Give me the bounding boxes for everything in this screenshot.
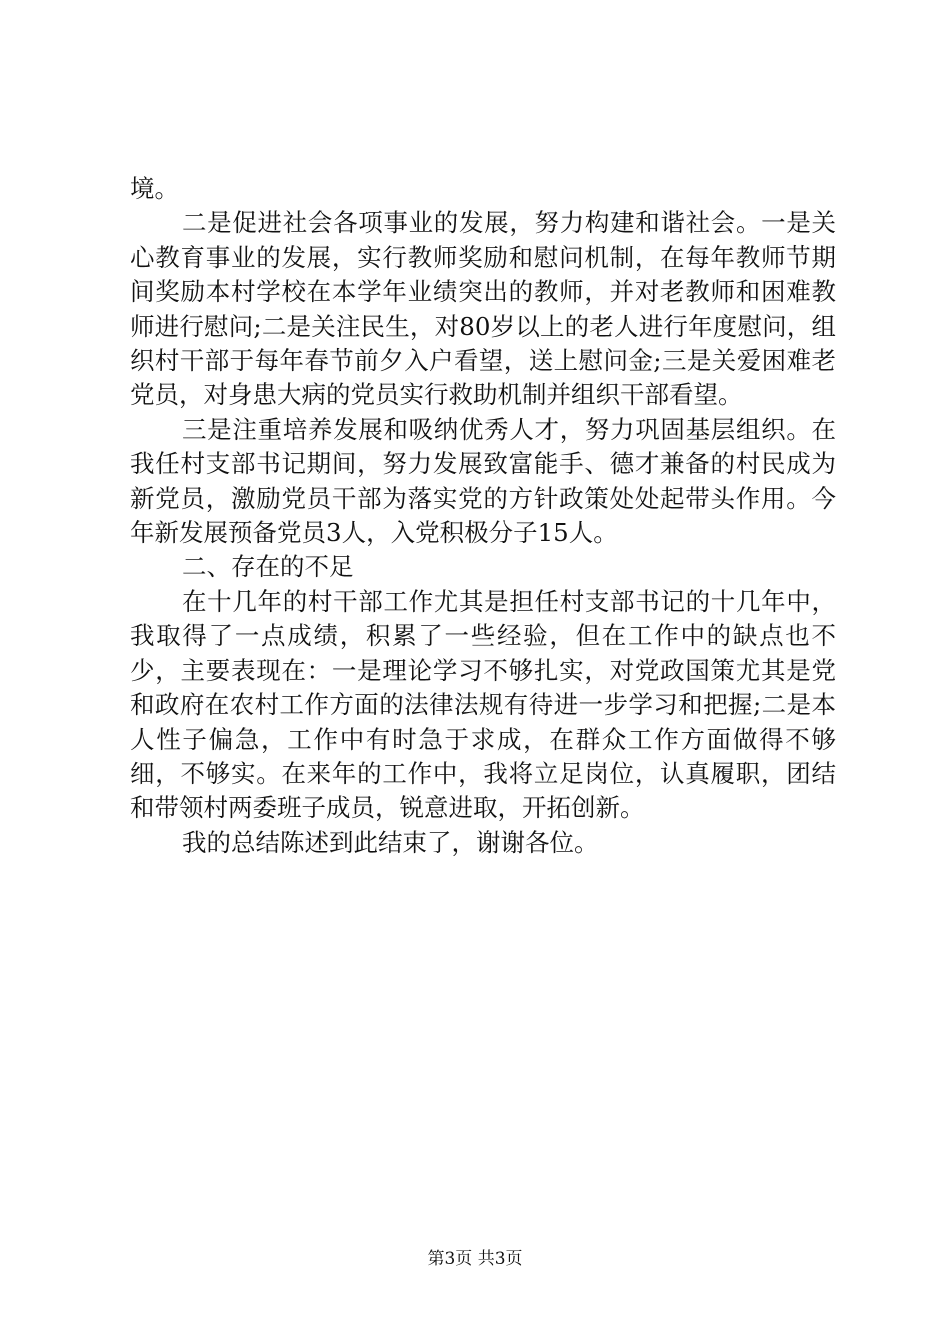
document-body — [130, 172, 836, 860]
paragraph-closing: 我的总结陈述到此结束了，谢谢各位。 — [182, 827, 599, 857]
paragraph-talent-cultivation: 三是注重培养发展和吸纳优秀人才，努力巩固基层组织。在我任村支部书记期间，努力发展致富能手、德才兼备的村民成为新党员，激励党员干部为落实党的方针政策处处起带头作用。今年新发展预备党员3人，入党积极分子15人。 — [130, 414, 836, 548]
section-heading-shortcomings: 二、存在的不足 — [182, 552, 354, 582]
paragraph-social-development: 二是促进社会各项事业的发展，努力构建和谐社会。一是关心教育事业的发展，实行教师奖励和慰问机制，在每年教师节期间奖励本村学校在本学年业绩突出的教师，并对老教师和困难教师进行慰问;二是关注民生，对80岁以上的老人进行年度慰问，组织村干部于每年春节前夕入户看望，送上慰问金;三是关爱困难老党员，对身患大病的党员实行救助机制并组织干部看望。 — [130, 208, 836, 410]
page-footer: 第3页 共3页 — [427, 1249, 523, 1269]
paragraph-shortcomings: 在十几年的村干部工作尤其是担任村支部书记的十几年中，我取得了一点成绩，积累了一些经验，但在工作中的缺点也不少，主要表现在：一是理论学习不够扎实，对党政国策尤其是党和政府在农村工作方面的法律法规有待进一步学习和把握;二是本人性子偏急，工作中有时急于求成，在群众工作方面做得不够细，不够实。在来年的工作中，我将立足岗位，认真履职，团结和带领村两委班子成员，锐意进取，开拓创新。 — [130, 586, 836, 823]
paragraph-continuation: 境。 — [130, 174, 179, 203]
